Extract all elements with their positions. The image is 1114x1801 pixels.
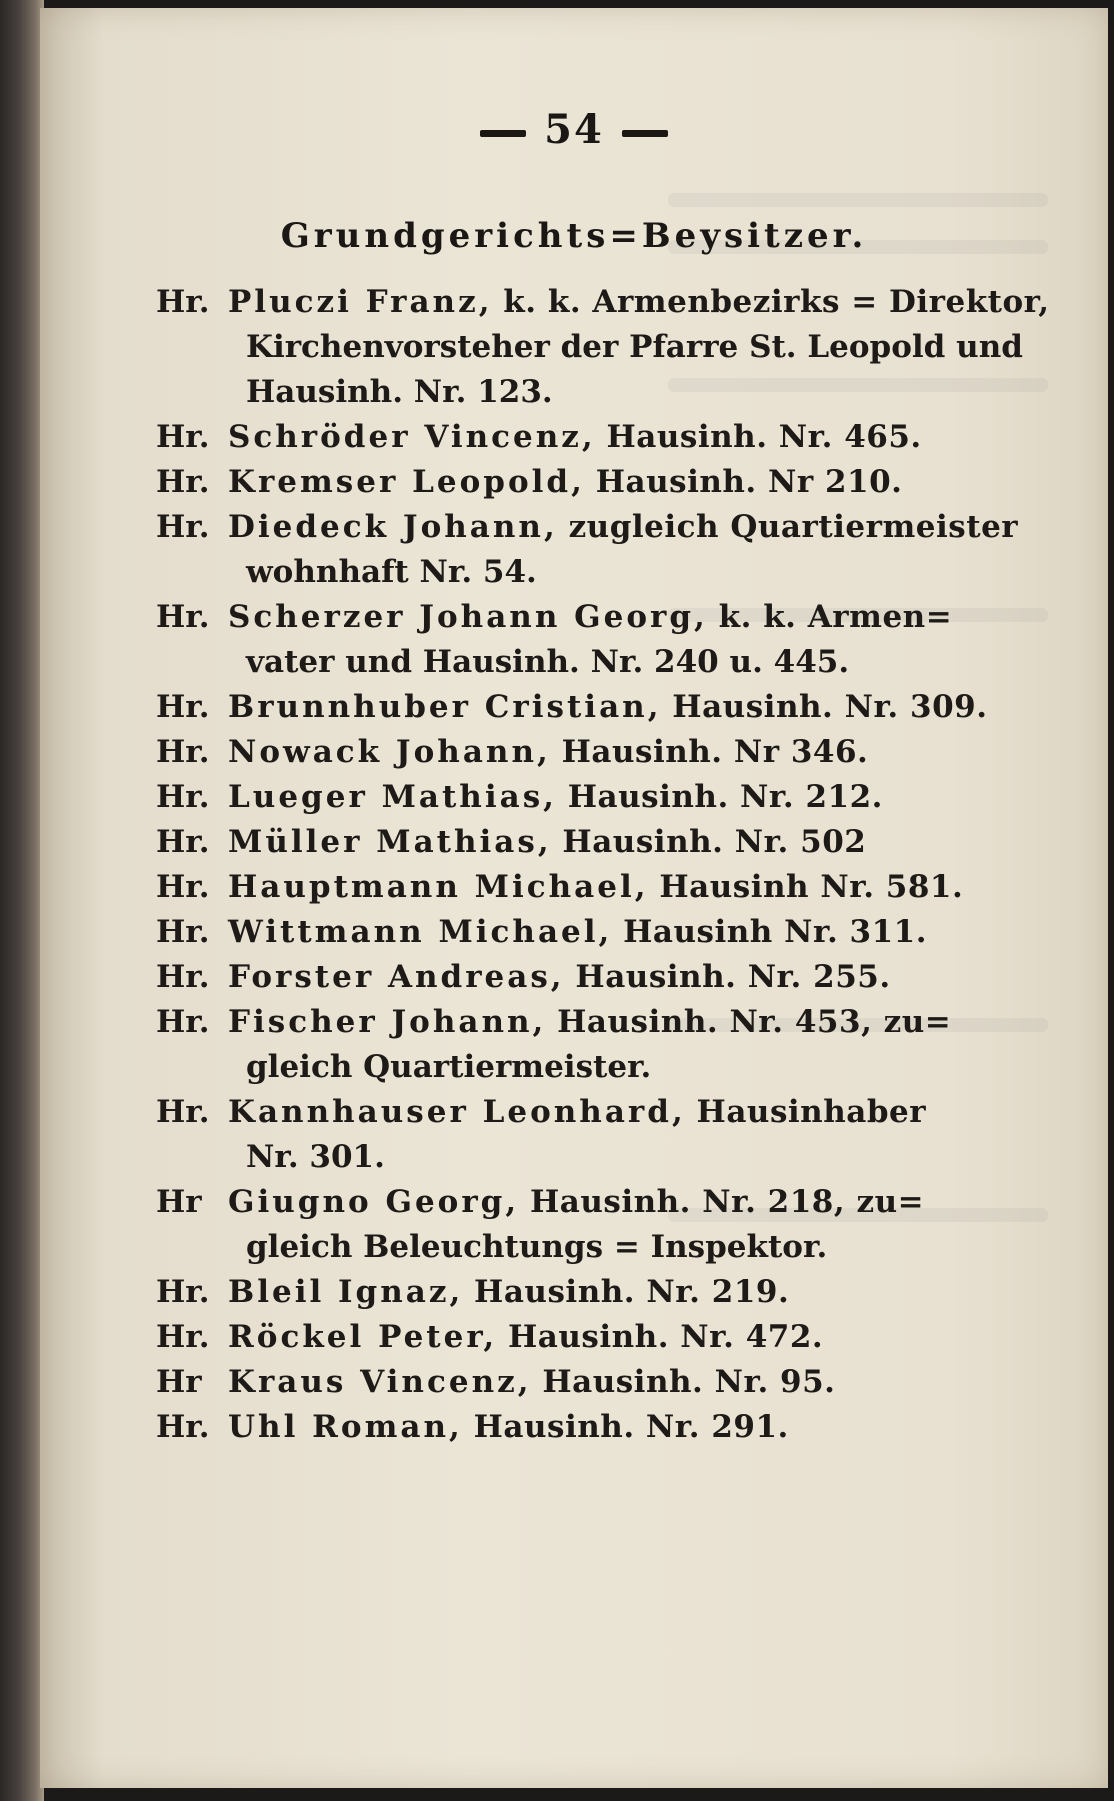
entry-first-line — [156, 1000, 1028, 1045]
list-item — [156, 280, 1050, 415]
list-item — [156, 685, 1028, 730]
entry-continuation-line: vater und Hausinh. Nr. 240 u. 445. — [246, 644, 850, 680]
entry-name: Hauptmann Michael, — [228, 869, 649, 905]
list-item — [156, 865, 1028, 910]
entry-title: Hr. — [156, 1274, 210, 1310]
list-item — [156, 955, 1028, 1000]
entry-name: Röckel Peter, — [228, 1319, 498, 1355]
entry-name: Kremser Leopold, — [228, 464, 585, 500]
entry-first-line — [156, 595, 1028, 640]
page-number: 54 — [544, 106, 604, 153]
entry-first-line — [156, 460, 1028, 505]
list-item — [156, 1270, 1028, 1315]
entry-name: Uhl Roman, — [228, 1409, 463, 1445]
entry-name: Brunnhuber Cristian, — [228, 689, 662, 725]
entry-name: Lueger Mathias, — [228, 779, 557, 815]
entry-first-line — [156, 910, 1028, 955]
list-item — [156, 505, 1028, 595]
entry-title: Hr. — [156, 1319, 210, 1355]
entry-detail: Hausinh. Nr. 255. — [575, 959, 891, 995]
book-spine-edge — [0, 0, 44, 1801]
entry-continuation-line: wohnhaft Nr. 54. — [246, 554, 537, 590]
list-item — [156, 910, 1028, 955]
entry-title: Hr. — [156, 464, 210, 500]
entry-name: Pluczi Franz, — [228, 284, 493, 320]
entry-first-line — [156, 820, 1028, 865]
entry-continuation-line: gleich Quartiermeister. — [246, 1049, 652, 1085]
entry-title: Hr. — [156, 284, 210, 320]
list-item — [156, 1090, 1028, 1180]
entry-first-line — [156, 1180, 1028, 1225]
entry-name: Diedeck Johann, — [228, 509, 558, 545]
entry-continuation-line: gleich Beleuchtungs = Inspektor. — [246, 1229, 828, 1265]
entry-title: Hr. — [156, 1409, 210, 1445]
section-title: Grundgerichts=Beysitzer. — [280, 216, 868, 256]
entry-name: Fischer Johann, — [228, 1004, 547, 1040]
list-item — [156, 460, 1028, 505]
entry-continuation-line: Hausinh. Nr. 123. — [246, 374, 553, 410]
entry-first-line — [156, 730, 1028, 775]
list-item — [156, 820, 1028, 865]
entry-title: Hr. — [156, 419, 210, 455]
entry-detail: Hausinh. Nr. 218, zu= — [529, 1184, 925, 1220]
entry-detail: zugleich Quartiermeister — [568, 509, 1019, 545]
entry-title: Hr. — [156, 824, 210, 860]
member-list — [156, 280, 1050, 1450]
list-item — [156, 1000, 1028, 1090]
entry-first-line — [156, 280, 1050, 325]
entry-name: Müller Mathias, — [228, 824, 552, 860]
entry-detail: Hausinh. Nr. 219. — [474, 1274, 790, 1310]
entry-detail: k. k. Armenbezirks = Direktor, — [503, 284, 1050, 320]
entry-name: Giugno Georg, — [228, 1184, 520, 1220]
list-item — [156, 1405, 1028, 1450]
list-item — [156, 595, 1028, 685]
entry-detail: Hausinh. Nr. 502 — [562, 824, 867, 860]
entry-continuation-line: Nr. 301. — [246, 1139, 385, 1175]
entry-detail: Hausinh. Nr 210. — [595, 464, 903, 500]
entry-title: Hr. — [156, 509, 210, 545]
entry-detail: Hausinh. Nr. 309. — [672, 689, 988, 725]
entry-first-line — [156, 415, 1028, 460]
entry-first-line — [156, 1315, 1028, 1360]
header-dash-right — [622, 130, 668, 137]
bleed-through — [668, 193, 1048, 207]
list-item — [156, 775, 1028, 820]
entry-detail: Hausinh. Nr. 453, zu= — [557, 1004, 952, 1040]
entry-name: Bleil Ignaz, — [228, 1274, 464, 1310]
entry-name: Schröder Vincenz, — [228, 419, 596, 455]
page-number-header — [40, 106, 1108, 153]
entry-first-line — [156, 1090, 1028, 1135]
entry-first-line — [156, 865, 1028, 910]
entry-detail: Hausinh. Nr. 472. — [508, 1319, 824, 1355]
entry-detail: Hausinhaber — [696, 1094, 927, 1130]
entry-detail: Hausinh. Nr. 465. — [606, 419, 922, 455]
entry-detail: Hausinh. Nr. 95. — [542, 1364, 836, 1400]
entry-detail: Hausinh. Nr. 212. — [567, 779, 883, 815]
entry-title: Hr. — [156, 599, 210, 635]
entry-name: Forster Andreas, — [228, 959, 565, 995]
list-item — [156, 1360, 1028, 1405]
entry-first-line — [156, 505, 1028, 550]
entry-title: Hr. — [156, 1004, 210, 1040]
entry-name: Kraus Vincenz, — [228, 1364, 532, 1400]
entry-first-line — [156, 775, 1028, 820]
entry-name: Scherzer Johann Georg, — [228, 599, 708, 635]
list-item — [156, 1315, 1028, 1360]
entry-title: Hr — [156, 1364, 202, 1400]
entry-detail: Hausinh. Nr. 291. — [473, 1409, 789, 1445]
entry-title: Hr. — [156, 914, 210, 950]
list-item — [156, 1180, 1028, 1270]
header-dash-left — [480, 130, 526, 137]
entry-first-line — [156, 685, 1028, 730]
entry-first-line — [156, 1270, 1028, 1315]
entry-name: Kannhauser Leonhard, — [228, 1094, 686, 1130]
entry-title: Hr. — [156, 1094, 210, 1130]
entry-detail: Hausinh. Nr 346. — [561, 734, 869, 770]
entry-first-line — [156, 955, 1028, 1000]
list-item — [156, 415, 1028, 460]
entry-first-line — [156, 1405, 1028, 1450]
entry-title: Hr. — [156, 959, 210, 995]
entry-continuation-line: Kirchenvorsteher der Pfarre St. Leopold und — [246, 329, 1023, 365]
entry-detail: Hausinh Nr. 311. — [623, 914, 928, 950]
list-item — [156, 730, 1028, 775]
entry-title: Hr. — [156, 734, 210, 770]
entry-name: Nowack Johann, — [228, 734, 551, 770]
entry-title: Hr. — [156, 779, 210, 815]
entry-title: Hr — [156, 1184, 202, 1220]
entry-detail: Hausinh Nr. 581. — [659, 869, 964, 905]
entry-title: Hr. — [156, 869, 210, 905]
entry-title: Hr. — [156, 689, 210, 725]
entry-first-line — [156, 1360, 1028, 1405]
entry-detail: k. k. Armen= — [718, 599, 953, 635]
entry-name: Wittmann Michael, — [228, 914, 613, 950]
